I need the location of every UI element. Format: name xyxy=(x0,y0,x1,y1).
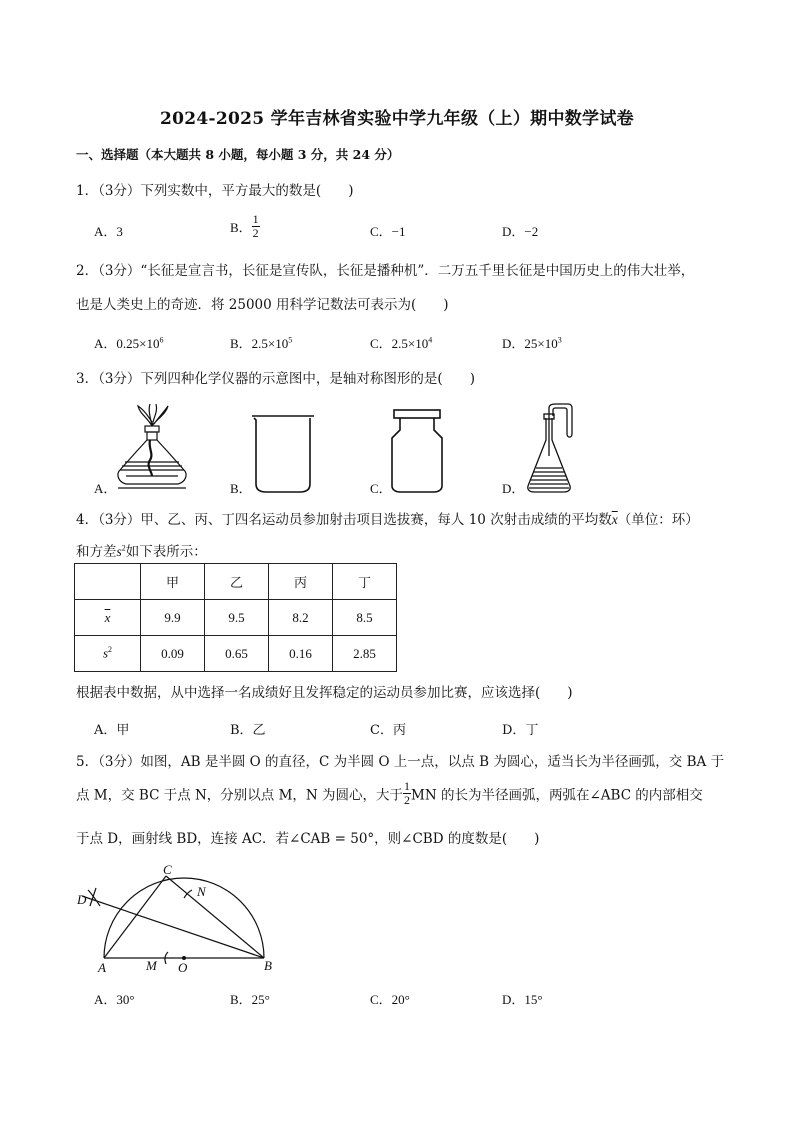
q5-option-b: B．25° xyxy=(230,992,270,1007)
beaker-figure xyxy=(250,414,316,494)
point-label-n: N xyxy=(197,884,206,899)
q1-option-d: D．−2 xyxy=(502,224,539,239)
q3-label-b: B． xyxy=(230,481,252,496)
table-cell: 0.09 xyxy=(141,636,205,672)
table-header-cell: 乙 xyxy=(205,564,269,600)
q3-stem: 3．（3分）下列四种化学仪器的示意图中，是轴对称图形的是( ) xyxy=(76,371,475,387)
table-cell: 2.85 xyxy=(333,636,397,672)
q1-option-b: B． $\frac{1}{2}$ xyxy=(230,212,259,240)
q5-line2: 点 M，交 BC 于点 N，分别以点 M，N 为圆心，大于 $\frac{1}{2}$ MN 的长为半径画弧，两弧在∠ABC 的内部相交 xyxy=(76,779,703,807)
q4-stem-after: 根据表中数据，从中选择一名成绩好且发挥稳定的运动员参加比赛，应该选择( ) xyxy=(76,685,573,701)
q3-label-a: A． xyxy=(94,481,117,496)
table-header-cell: 甲 xyxy=(141,564,205,600)
q5-line3: 于点 D，画射线 BD，连接 AC．若∠CAB = 50°，则∠CBD 的度数是( ) xyxy=(76,831,540,847)
q5-line1: 5．（3分）如图，AB 是半圆 O 的直径，C 为半圆 O 上一点，以点 B 为圆心，适当长为半径画弧，交 BA 于 xyxy=(76,754,725,770)
q4-stem-line2: 和方差$s^2$如下表所示： xyxy=(76,543,207,560)
q4-stats-table xyxy=(74,563,397,672)
table-cell: 0.65 xyxy=(205,636,269,672)
q5-fraction: $\frac{1}{2}$ xyxy=(404,779,411,807)
q2-option-c: C．$2.5\times 10^4$ xyxy=(370,335,433,351)
row-label-variance: $s^2$ xyxy=(75,636,141,672)
section-heading: 一、选择题（本大题共 8 小题，每小题 3 分，共 24 分） xyxy=(76,147,400,162)
point-label-o: O xyxy=(178,960,188,975)
alcohol-lamp-figure xyxy=(112,404,192,494)
table-row-mean xyxy=(75,600,397,636)
table-header-cell xyxy=(75,564,141,600)
semicircle-geometry-figure xyxy=(74,862,284,974)
q5-option-a: A．30° xyxy=(94,992,135,1007)
table-cell: 9.5 xyxy=(205,600,269,636)
q1-stem: 1．（3分）下列实数中，平方最大的数是( ) xyxy=(76,183,354,199)
table-header-cell: 丙 xyxy=(269,564,333,600)
table-cell: 9.9 xyxy=(141,600,205,636)
reagent-bottle-figure xyxy=(388,408,446,494)
q4-option-d: D．丁 xyxy=(502,723,539,738)
table-header-row xyxy=(75,564,397,600)
q5-option-c: C．20° xyxy=(370,992,410,1007)
table-cell: 0.16 xyxy=(269,636,333,672)
q3-label-d: D． xyxy=(502,481,525,496)
conical-flask-figure xyxy=(522,404,594,496)
q3-label-c: C． xyxy=(370,481,392,496)
q4-option-a: A．甲 xyxy=(94,723,130,738)
point-label-c: C xyxy=(163,862,172,877)
q2-option-b: B．$2.5\times 10^5$ xyxy=(230,335,293,351)
exam-title: 2024-2025 学年吉林省实验中学九年级（上）期中数学试卷 xyxy=(160,109,634,129)
q4-option-c: C．丙 xyxy=(370,723,406,738)
point-label-m: M xyxy=(146,958,157,973)
q2-stem-line2: 也是人类史上的奇迹．将 25000 用科学记数法可表示为( ) xyxy=(76,297,449,313)
point-label-a: A xyxy=(98,960,106,975)
row-label-mean: $\overline{x}$ xyxy=(75,600,141,636)
point-label-d: D xyxy=(77,892,87,907)
q1-option-c: C．−1 xyxy=(370,224,406,239)
q5-option-d: D．15° xyxy=(502,992,543,1007)
q1-option-a: A．3 xyxy=(94,224,123,239)
table-header-cell: 丁 xyxy=(333,564,397,600)
table-row-variance xyxy=(75,636,397,672)
q2-option-a: A．$0.25\times 10^6$ xyxy=(94,335,164,351)
table-cell: 8.5 xyxy=(333,600,397,636)
q4-option-b: B．乙 xyxy=(230,723,266,738)
q2-option-d: D．$25\times 10^3$ xyxy=(502,335,562,351)
q4-stem-line1: 4．（3分）甲、乙、丙、丁四名运动员参加射击项目选拔赛，每人 10 次射击成绩的平均数$\overline{x}$（单位：环） xyxy=(76,512,699,528)
q2-stem-line1: 2．（3分）“长征是宣言书，长征是宣传队，长征是播种机”．二万五千里长征是中国历史上的伟大壮举， xyxy=(76,263,695,279)
table-cell: 8.2 xyxy=(269,600,333,636)
point-label-b: B xyxy=(264,958,272,973)
q1-option-b-fraction: $\frac{1}{2}$ xyxy=(252,212,259,240)
